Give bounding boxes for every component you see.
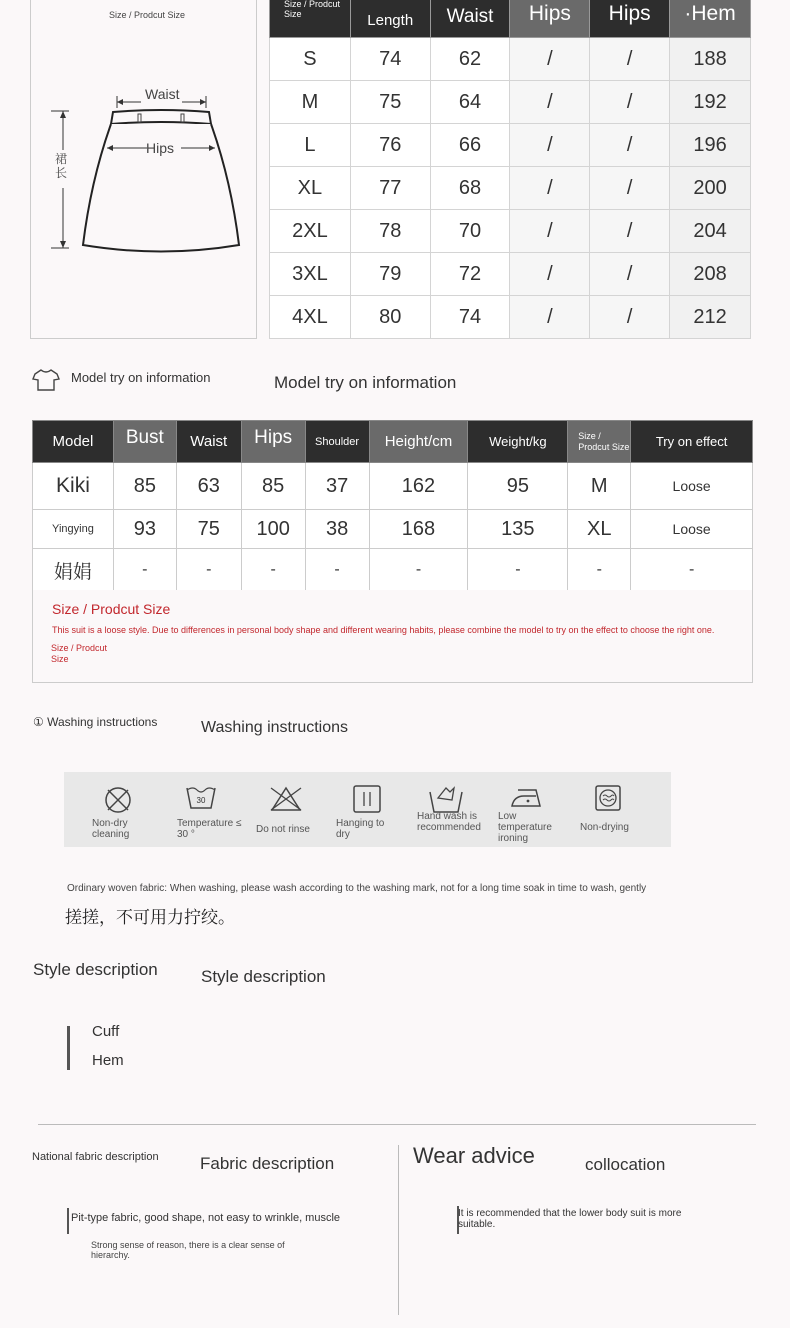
model-header-model: Model [33, 421, 114, 463]
washing-title: Washing instructions [201, 719, 349, 736]
hips-cell: / [590, 81, 670, 124]
model-header-bust: Bust [113, 421, 176, 463]
waist-cell: 72 [430, 253, 510, 296]
hips-cell: / [510, 210, 590, 253]
model-name-cell: Kiki [33, 463, 114, 510]
hips-cell: / [510, 296, 590, 339]
length-cell: 80 [350, 296, 430, 339]
hem-cell: 188 [670, 38, 751, 81]
wash-label: Hanging to dry [336, 818, 385, 840]
style-accent-bar [67, 1026, 70, 1070]
size-table [269, 0, 751, 339]
fabric-small-title: National fabric description [32, 1151, 159, 1163]
size-cell: 3XL [270, 253, 351, 296]
table-row [270, 38, 751, 81]
table-row [270, 124, 751, 167]
size-header-hips-2: Hips [590, 0, 670, 38]
size-cell: 4XL [270, 296, 351, 339]
shoulder-cell: - [305, 549, 369, 592]
size-header-hem: ·Hem [670, 0, 751, 38]
model-header-height: Height/cm [369, 421, 468, 463]
wear-text: It is recommended that the lower body suit is more suitable. [458, 1208, 682, 1230]
wash-label: Hand wash is recommended [417, 811, 481, 833]
model-header-shoulder: Shoulder [305, 421, 369, 463]
wash-label: Non-drying [580, 822, 629, 833]
notice-text: This suit is a loose style. Due to differences in personal body shape and different wearing habits, please combine the model to try on the effect to choose the right one. [52, 625, 715, 635]
hem-cell: 208 [670, 253, 751, 296]
model-header-waist: Waist [176, 421, 241, 463]
waist-cell: 74 [430, 296, 510, 339]
effect-cell: Loose [631, 463, 753, 510]
table-row [33, 463, 753, 510]
size-notice [32, 590, 753, 683]
model-section-small-title: Model try on information [71, 370, 211, 385]
weight-cell: - [468, 549, 568, 592]
bust-cell: - [113, 549, 176, 592]
wear-title: Wear advice [413, 1143, 535, 1168]
wash-label: Non-dry cleaning [92, 818, 130, 840]
no-dry-clean-icon [102, 784, 134, 816]
length-cell: 76 [350, 124, 430, 167]
hips-cell: 85 [241, 463, 305, 510]
low-iron-icon [510, 784, 542, 810]
size-cell: S [270, 38, 351, 81]
hips-cell: / [510, 167, 590, 210]
diagram-size-label: Size / Prodcut Size [109, 10, 186, 20]
length-cell: 77 [350, 167, 430, 210]
length-cell: 74 [350, 38, 430, 81]
model-name-cell: 娟娟 [33, 549, 114, 592]
size-cell: L [270, 124, 351, 167]
model-name-cell: Yingying [33, 510, 114, 549]
model-table-header [33, 421, 753, 463]
hips-cell: / [510, 253, 590, 296]
hips-cell: / [510, 124, 590, 167]
style-item-cuff: Cuff [92, 1023, 120, 1040]
size-diagram [30, 0, 257, 339]
hips-cell: / [590, 124, 670, 167]
hips-cell: / [590, 38, 670, 81]
no-tumble-dry-icon [594, 784, 622, 812]
washing-small-title: ① Washing instructions [33, 715, 158, 729]
hem-cell: 204 [670, 210, 751, 253]
style-small-title: Style description [33, 960, 158, 979]
table-row [270, 81, 751, 124]
notice-title: Size / Prodcut Size [52, 601, 171, 617]
hem-cell: 192 [670, 81, 751, 124]
section-divider [38, 1124, 756, 1125]
hem-cell: 200 [670, 167, 751, 210]
table-row [33, 510, 753, 549]
table-row [270, 296, 751, 339]
model-header-effect: Try on effect [631, 421, 753, 463]
hand-wash-icon [428, 784, 464, 814]
diagram-length-label: 裙长 [55, 152, 68, 180]
effect-cell: Loose [631, 510, 753, 549]
washing-note-cn: 搓搓，不可用力拧绞。 [65, 908, 235, 928]
hips-cell: / [590, 167, 670, 210]
diagram-waist-label: Waist [145, 86, 180, 102]
length-cell: 79 [350, 253, 430, 296]
fabric-title: Fabric description [200, 1154, 335, 1173]
hem-cell: 212 [670, 296, 751, 339]
height-cell: 162 [369, 463, 468, 510]
model-section-title: Model try on information [274, 373, 457, 392]
waist-cell: 63 [176, 463, 241, 510]
size-cell: M [270, 81, 351, 124]
table-row [270, 167, 751, 210]
table-row [33, 549, 753, 592]
hem-cell: 196 [670, 124, 751, 167]
table-row [270, 210, 751, 253]
size-header-hips: Hips [510, 0, 590, 38]
model-header-hips: Hips [241, 421, 305, 463]
bust-cell: 93 [113, 510, 176, 549]
waist-cell: - [176, 549, 241, 592]
size-header-waist: Waist [430, 0, 510, 38]
height-cell: - [369, 549, 468, 592]
hips-cell: 100 [241, 510, 305, 549]
hips-cell: / [510, 81, 590, 124]
waist-cell: 68 [430, 167, 510, 210]
size-header-length: Length [350, 0, 430, 38]
wash-label: Temperature ≤ 30 ° [177, 818, 242, 840]
washing-note: Ordinary woven fabric: When washing, please wash according to the washing mark, not for a long time soak in time to wash, gently [67, 883, 647, 894]
height-cell: 168 [369, 510, 468, 549]
style-title: Style description [201, 967, 326, 986]
hips-cell: / [510, 38, 590, 81]
column-divider [398, 1145, 399, 1315]
bust-cell: 85 [113, 463, 176, 510]
model-header-size: Size / Prodcut Size [568, 421, 631, 463]
wash-30-number: 30 [196, 796, 206, 805]
weight-cell: 95 [468, 463, 568, 510]
shoulder-cell: 38 [305, 510, 369, 549]
hang-dry-icon [352, 784, 382, 814]
fabric-line-1: Pit-type fabric, good shape, not easy to wrinkle, muscle [71, 1212, 341, 1224]
hips-cell: / [590, 210, 670, 253]
notice-footer: Size / Prodcut Size [51, 643, 108, 664]
hips-cell: - [241, 549, 305, 592]
weight-cell: 135 [468, 510, 568, 549]
table-row [270, 253, 751, 296]
length-cell: 78 [350, 210, 430, 253]
wear-subtitle: collocation [585, 1155, 666, 1174]
waist-cell: 64 [430, 81, 510, 124]
wash-30-icon [185, 784, 217, 812]
waist-cell: 62 [430, 38, 510, 81]
length-cell: 75 [350, 81, 430, 124]
size-table-header [270, 0, 751, 38]
size-cell: - [568, 549, 631, 592]
wash-label: Do not rinse [256, 824, 310, 835]
washing-icons-panel [64, 772, 671, 847]
diagram-hips-label: Hips [146, 140, 175, 156]
waist-cell: 75 [176, 510, 241, 549]
size-cell: XL [270, 167, 351, 210]
style-item-hem: Hem [92, 1052, 124, 1069]
fabric-accent-bar [67, 1208, 69, 1234]
size-header-size: Size / Prodcut Size [270, 0, 351, 38]
model-header-weight: Weight/kg [468, 421, 568, 463]
wash-label: Low temperature ironing [498, 811, 552, 844]
hips-cell: / [590, 253, 670, 296]
effect-cell: - [631, 549, 753, 592]
size-cell: M [568, 463, 631, 510]
size-cell: XL [568, 510, 631, 549]
tshirt-icon [32, 368, 60, 397]
waist-cell: 70 [430, 210, 510, 253]
size-cell: 2XL [270, 210, 351, 253]
shoulder-cell: 37 [305, 463, 369, 510]
model-table [32, 420, 753, 592]
hips-cell: / [590, 296, 670, 339]
no-rinse-icon [269, 784, 303, 814]
fabric-line-2: Strong sense of reason, there is a clear sense of hierarchy. [91, 1240, 285, 1260]
waist-cell: 66 [430, 124, 510, 167]
